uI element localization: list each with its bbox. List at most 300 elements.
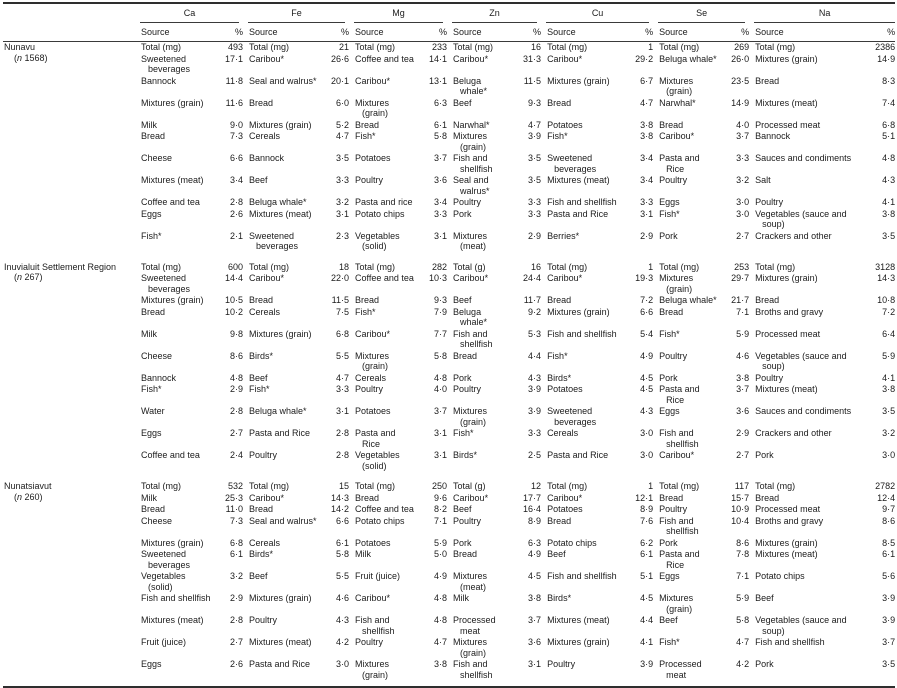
percent-cell: 5·6 <box>882 571 896 581</box>
source-cell: Coffee and tea <box>141 450 200 460</box>
source-cell: Cheese <box>141 350 173 361</box>
mineral-header-na <box>749 3 895 23</box>
percent-cell: 24·4 <box>523 273 542 283</box>
percent-cell: 17·1 <box>225 53 244 64</box>
source-cell: Birds* <box>453 450 478 460</box>
percent-cell: 15 <box>339 481 350 491</box>
percent-cell: 4·7 <box>336 372 350 383</box>
percent-cell: 3·0 <box>640 428 654 438</box>
percent-cell: 4·0 <box>434 384 448 394</box>
source-cell: Vegetables (sauce and soup) <box>755 615 847 636</box>
percent-cell: 2782 <box>875 481 896 491</box>
percent-cell: 3·5 <box>882 406 896 416</box>
percent-cell: 3·9 <box>882 593 896 603</box>
table-row <box>3 273 895 295</box>
percent-cell: 2·7 <box>230 428 244 438</box>
percent-cell: 2·4 <box>230 450 244 460</box>
source-cell: Bread <box>755 75 780 86</box>
table-row <box>3 329 895 351</box>
source-cell: Caribou* <box>547 273 583 283</box>
percent-cell: 3·3 <box>528 428 542 438</box>
percent-cell: 9·3 <box>434 295 448 305</box>
source-cell: Milk <box>141 328 157 339</box>
percent-cell: 2·8 <box>336 450 350 460</box>
region-gap <box>3 253 895 262</box>
percent-cell: 3·9 <box>528 131 542 141</box>
percent-cell: 3·8 <box>434 659 448 669</box>
percent-cell: 4·4 <box>528 350 542 361</box>
percent-cell: 3·9 <box>528 406 542 416</box>
region-n-count: (n 1568) <box>14 52 48 63</box>
source-cell: Beef <box>659 615 678 625</box>
percent-cell: 6·6 <box>336 515 350 526</box>
percent-cell: 3·2 <box>336 197 350 207</box>
percent-cell: 10·2 <box>225 306 244 317</box>
source-cell: Cereals <box>249 537 281 548</box>
percent-cell: 4·5 <box>640 384 654 394</box>
source-cell: Total (mg) <box>141 261 182 272</box>
percent-cell: 7·2 <box>882 306 896 317</box>
percent-cell: 5·8 <box>434 131 448 141</box>
source-cell: Bread <box>355 119 380 130</box>
source-cell: Caribou* <box>249 273 285 283</box>
percent-cell: 9·2 <box>528 306 542 317</box>
percent-cell: 3·0 <box>882 450 896 460</box>
source-cell: Seal and walrus* <box>453 175 490 196</box>
table-row <box>3 493 895 505</box>
percent-cell: 8·6 <box>736 537 750 548</box>
source-cell: Broths and gravy <box>755 306 824 317</box>
percent-cell: 3·3 <box>336 175 350 185</box>
source-cell: Poultry <box>659 504 688 514</box>
percent-cell: 14·3 <box>331 492 350 503</box>
percent-cell: 3·8 <box>882 384 896 394</box>
percent-cell: 11·8 <box>225 75 244 86</box>
percent-cell: 6·1 <box>882 549 896 559</box>
percent-cell: 6·8 <box>230 537 244 548</box>
percent-cell: 4·7 <box>336 131 350 141</box>
percent-cell: 31·3 <box>523 53 542 64</box>
table-row <box>3 593 895 615</box>
percent-column-header: % <box>867 23 895 42</box>
percent-cell: 117 <box>734 481 750 491</box>
source-cell: Coffee and tea <box>141 197 200 207</box>
percent-cell: 8·2 <box>434 504 448 514</box>
percent-cell: 15·7 <box>731 492 750 503</box>
percent-cell: 6·0 <box>336 97 350 108</box>
percent-cell: 2·7 <box>736 230 750 241</box>
percent-cell: 4·5 <box>640 372 654 383</box>
source-cell: Bread <box>141 504 166 514</box>
source-cell: Beef <box>453 97 472 108</box>
percent-cell: 9·3 <box>528 97 542 108</box>
source-cell: Cereals <box>355 372 387 383</box>
source-cell: Coffee and tea <box>355 273 414 283</box>
percent-cell: 21·7 <box>731 295 750 305</box>
percent-cell: 5·9 <box>882 350 896 361</box>
percent-cell: 3·2 <box>736 175 750 185</box>
source-cell: Fruit (juice) <box>355 571 401 581</box>
percent-cell: 1 <box>648 481 654 491</box>
source-cell: Poultry <box>755 197 784 207</box>
source-cell: Caribou* <box>547 492 583 503</box>
source-cell: Potatoes <box>355 537 391 548</box>
source-cell: Bread <box>547 97 572 108</box>
percent-cell: 7·8 <box>736 549 750 559</box>
percent-cell: 3·7 <box>434 406 448 416</box>
percent-cell: 7·1 <box>736 571 750 581</box>
source-cell: Bread <box>141 306 166 317</box>
source-cell: Fish* <box>355 131 376 141</box>
source-cell: Cheese <box>141 515 173 526</box>
source-cell: Total (mg) <box>547 261 588 272</box>
source-cell: Pork <box>453 372 472 383</box>
source-cell: Vegetables (solid) <box>355 450 400 471</box>
source-cell: Birds* <box>547 593 572 603</box>
percent-cell: 1 <box>648 261 654 272</box>
source-cell: Mixtures (meat) <box>755 384 818 394</box>
source-cell: Fish and shellfish <box>453 153 493 174</box>
percent-cell: 6·3 <box>528 537 542 548</box>
percent-cell: 3·3 <box>640 197 654 207</box>
source-cell: Fish and shellfish <box>659 428 699 449</box>
table-row <box>3 549 895 571</box>
percent-cell: 6·6 <box>640 306 654 317</box>
table-row <box>3 428 895 450</box>
source-cell: Narwhal* <box>453 119 490 130</box>
source-cell: Bannock <box>249 153 285 163</box>
mineral-header-se <box>653 3 749 23</box>
source-cell: Fruit (juice) <box>141 637 187 647</box>
percent-cell: 3·8 <box>736 372 750 383</box>
percent-cell: 4·7 <box>736 637 750 647</box>
source-cell: Caribou* <box>453 53 489 64</box>
source-cell: Beef <box>249 175 268 185</box>
source-cell: Cereals <box>249 131 281 141</box>
percent-cell: 10·5 <box>225 295 244 305</box>
source-cell: Fish* <box>547 350 568 361</box>
source-cell: Total (g) <box>453 481 486 491</box>
percent-cell: 12·1 <box>635 492 654 503</box>
source-cell: Poultry <box>659 350 688 361</box>
region-name: Nunavu <box>4 42 36 52</box>
source-cell: Mixtures (meat) <box>547 175 610 185</box>
source-column-header: Source <box>135 23 215 42</box>
source-cell: Total (mg) <box>355 261 396 272</box>
source-cell: Beef <box>547 549 566 559</box>
source-cell: Total (mg) <box>141 42 182 52</box>
source-cell: Potatoes <box>355 153 391 163</box>
source-cell: Sweetened beverages <box>249 230 299 251</box>
percent-cell: 2·9 <box>230 384 244 394</box>
source-cell: Pork <box>659 372 678 383</box>
source-cell: Beluga whale* <box>453 306 488 327</box>
percent-column-header: % <box>721 23 749 42</box>
source-cell: Bread <box>453 350 478 361</box>
percent-cell: 3·3 <box>528 208 542 219</box>
percent-cell: 4·8 <box>230 372 244 383</box>
source-cell: Beluga whale* <box>249 197 307 207</box>
source-column-header: Source <box>349 23 419 42</box>
percent-cell: 250 <box>432 481 448 491</box>
percent-cell: 4·7 <box>640 97 654 108</box>
subheader-row <box>3 23 895 42</box>
mineral-header-mg <box>349 3 447 23</box>
source-cell: Mixtures (grain) <box>453 131 488 152</box>
source-cell: Beluga whale* <box>453 75 488 96</box>
source-cell: Fish* <box>547 131 568 141</box>
percent-cell: 4·6 <box>336 593 350 603</box>
table-row <box>3 504 895 516</box>
mineral-label: Cu <box>546 8 649 23</box>
source-cell: Processed meat <box>755 504 821 514</box>
source-cell: Sweetened beverages <box>141 549 191 570</box>
percent-cell: 4·0 <box>736 119 750 130</box>
percent-cell: 3·3 <box>434 208 448 219</box>
percent-cell: 4·8 <box>434 372 448 383</box>
source-cell: Fish and shellfish <box>453 328 493 349</box>
percent-cell: 29·2 <box>635 53 654 64</box>
percent-cell: 5·8 <box>336 549 350 559</box>
percent-cell: 10·8 <box>877 295 896 305</box>
source-cell: Birds* <box>249 350 274 361</box>
percent-cell: 6·1 <box>640 549 654 559</box>
source-cell: Mixtures (grain) <box>547 75 610 86</box>
percent-cell: 6·3 <box>434 97 448 108</box>
percent-cell: 7·1 <box>434 515 448 526</box>
source-cell: Fish and shellfish <box>547 197 617 207</box>
source-cell: Coffee and tea <box>355 504 414 514</box>
source-cell: Beef <box>453 295 472 305</box>
source-cell: Pasta and Rice <box>249 659 311 669</box>
source-cell: Poultry <box>453 197 482 207</box>
source-cell: Bread <box>755 492 780 503</box>
source-cell: Bread <box>141 131 166 141</box>
source-cell: Caribou* <box>453 492 489 503</box>
percent-cell: 5·2 <box>336 119 350 130</box>
source-cell: Beef <box>249 571 268 581</box>
source-cell: Cereals <box>249 306 281 317</box>
source-cell: Mixtures (grain) <box>355 659 390 680</box>
percent-cell: 4·2 <box>336 637 350 647</box>
source-cell: Total (mg) <box>547 481 588 491</box>
percent-column-header: % <box>513 23 541 42</box>
source-cell: Caribou* <box>547 53 583 64</box>
percent-cell: 5·9 <box>434 537 448 548</box>
source-cell: Fish and shellfish <box>659 515 699 536</box>
percent-cell: 22·0 <box>331 273 350 283</box>
source-cell: Fish* <box>659 328 680 339</box>
percent-column-header: % <box>215 23 243 42</box>
source-cell: Sweetened beverages <box>141 273 191 294</box>
percent-cell: 3·0 <box>736 208 750 219</box>
source-cell: Poultry <box>659 175 688 185</box>
percent-cell: 3·5 <box>528 153 542 163</box>
percent-cell: 233 <box>432 42 448 52</box>
percent-cell: 3·1 <box>528 659 542 669</box>
percent-cell: 3·4 <box>640 175 654 185</box>
source-cell: Vegetables (solid) <box>355 230 400 251</box>
source-column-header: Source <box>541 23 625 42</box>
percent-column-header: % <box>419 23 447 42</box>
percent-cell: 7·6 <box>640 515 654 526</box>
percent-cell: 3·3 <box>736 153 750 163</box>
source-cell: Fish* <box>141 384 162 394</box>
source-cell: Processed meat <box>659 659 702 680</box>
percent-cell: 12·4 <box>877 492 896 503</box>
source-cell: Fish and shellfish <box>453 659 493 680</box>
percent-cell: 3·0 <box>640 450 654 460</box>
table-row <box>3 295 895 307</box>
source-cell: Total (mg) <box>453 42 494 52</box>
source-cell: Mixtures (grain) <box>659 273 694 294</box>
region-label <box>3 42 135 253</box>
source-cell: Vegetables (sauce and soup) <box>755 350 847 371</box>
source-cell: Total (mg) <box>355 481 396 491</box>
percent-cell: 3·7 <box>736 384 750 394</box>
source-cell: Pasta and Rice <box>355 428 396 449</box>
percent-cell: 2·8 <box>336 428 350 438</box>
percent-cell: 8·9 <box>640 504 654 514</box>
source-cell: Fish and shellfish <box>141 593 211 603</box>
percent-cell: 3·1 <box>336 208 350 219</box>
source-cell: Potatoes <box>355 406 391 416</box>
percent-cell: 3·9 <box>882 615 896 625</box>
source-cell: Pasta and rice <box>355 197 413 207</box>
percent-cell: 4·9 <box>434 571 448 581</box>
region-gap-cell <box>3 472 895 481</box>
source-cell: Total (mg) <box>755 261 796 272</box>
source-cell: Bread <box>547 295 572 305</box>
source-cell: Bread <box>547 515 572 526</box>
source-cell: Pork <box>453 208 472 219</box>
percent-cell: 7·9 <box>434 306 448 317</box>
source-cell: Fish* <box>355 306 376 317</box>
mineral-header-zn <box>447 3 541 23</box>
percent-cell: 4·3 <box>528 372 542 383</box>
percent-cell: 3·1 <box>434 230 448 241</box>
source-column-header: Source <box>749 23 867 42</box>
table-header <box>3 3 895 42</box>
source-cell: Mixtures (grain) <box>249 119 312 130</box>
source-cell: Milk <box>355 549 372 559</box>
region-column-header <box>3 23 135 42</box>
percent-cell: 11·7 <box>523 295 542 305</box>
mineral-header-ca <box>135 3 243 23</box>
percent-cell: 11·5 <box>523 75 542 86</box>
source-cell: Potatoes <box>547 384 583 394</box>
percent-cell: 6·1 <box>336 537 350 548</box>
source-cell: Mixtures (grain) <box>755 273 818 283</box>
table-row <box>3 175 895 197</box>
source-cell: Potato chips <box>355 515 405 526</box>
source-cell: Caribou* <box>249 492 285 503</box>
source-cell: Milk <box>141 119 157 130</box>
percent-cell: 3·6 <box>528 637 542 647</box>
percent-cell: 16 <box>531 261 542 272</box>
percent-cell: 6·1 <box>230 549 244 559</box>
source-cell: Mixtures (grain) <box>659 593 694 614</box>
region-n-count: (n 260) <box>14 491 43 502</box>
percent-cell: 3·5 <box>882 230 896 241</box>
percent-column-header: % <box>625 23 653 42</box>
mineral-label: Fe <box>248 8 345 23</box>
percent-cell: 3·6 <box>736 406 750 416</box>
source-cell: Pasta and Rice <box>547 450 609 460</box>
source-cell: Total (mg) <box>755 42 796 52</box>
percent-cell: 18 <box>339 261 350 272</box>
percent-cell: 4·9 <box>528 549 542 559</box>
source-cell: Cereals <box>547 428 579 438</box>
source-cell: Bread <box>659 492 684 503</box>
percent-cell: 29·7 <box>731 273 750 283</box>
percent-cell: 3·8 <box>640 119 654 130</box>
table-row <box>3 197 895 209</box>
percent-cell: 3·5 <box>336 153 350 163</box>
percent-cell: 253 <box>734 261 750 272</box>
source-cell: Sweetened beverages <box>547 406 597 427</box>
region-name: Inuvialuit Settlement Region <box>4 261 117 272</box>
table-row <box>3 120 895 132</box>
percent-cell: 11·5 <box>331 295 350 305</box>
percent-cell: 2·1 <box>230 230 244 241</box>
percent-cell: 2·8 <box>230 197 244 207</box>
source-cell: Beluga whale* <box>249 406 307 416</box>
source-cell: Mixtures (meat) <box>755 97 818 108</box>
percent-cell: 21 <box>339 42 350 52</box>
source-cell: Total (g) <box>453 261 486 272</box>
percent-cell: 3128 <box>875 261 896 272</box>
source-cell: Mixtures (meat) <box>249 208 312 219</box>
percent-cell: 3·7 <box>528 615 542 625</box>
percent-cell: 3·0 <box>336 659 350 669</box>
source-cell: Bread <box>355 295 380 305</box>
percent-cell: 25·3 <box>225 492 244 503</box>
percent-cell: 3·4 <box>434 197 448 207</box>
percent-cell: 8·9 <box>528 515 542 526</box>
mineral-header-cu <box>541 3 653 23</box>
source-cell: Bread <box>659 306 684 317</box>
source-cell: Poultry <box>249 450 278 460</box>
table-row <box>3 373 895 385</box>
source-cell: Poultry <box>453 515 482 526</box>
source-cell: Total (mg) <box>141 481 182 491</box>
percent-cell: 9·6 <box>434 492 448 503</box>
source-cell: Bannock <box>755 131 791 141</box>
table-row <box>3 406 895 428</box>
source-cell: Bread <box>249 97 274 108</box>
percent-cell: 2·5 <box>528 450 542 460</box>
percent-cell: 9·0 <box>230 119 244 130</box>
percent-cell: 7·4 <box>882 97 896 108</box>
source-cell: Poultry <box>547 659 576 669</box>
source-cell: Poultry <box>453 384 482 394</box>
percent-cell: 3·9 <box>640 659 654 669</box>
source-cell: Eggs <box>141 659 162 669</box>
region-column-header <box>3 3 135 23</box>
percent-cell: 4·7 <box>528 119 542 130</box>
percent-cell: 3·5 <box>528 175 542 185</box>
percent-cell: 269 <box>734 42 750 52</box>
source-cell: Pork <box>755 450 774 460</box>
source-cell: Cheese <box>141 153 173 163</box>
percent-cell: 8·3 <box>882 75 896 86</box>
percent-cell: 3·7 <box>882 637 896 647</box>
source-cell: Eggs <box>659 406 680 416</box>
percent-cell: 23·5 <box>731 75 750 86</box>
source-cell: Total (mg) <box>659 481 700 491</box>
source-cell: Pasta and Rice <box>659 549 700 570</box>
